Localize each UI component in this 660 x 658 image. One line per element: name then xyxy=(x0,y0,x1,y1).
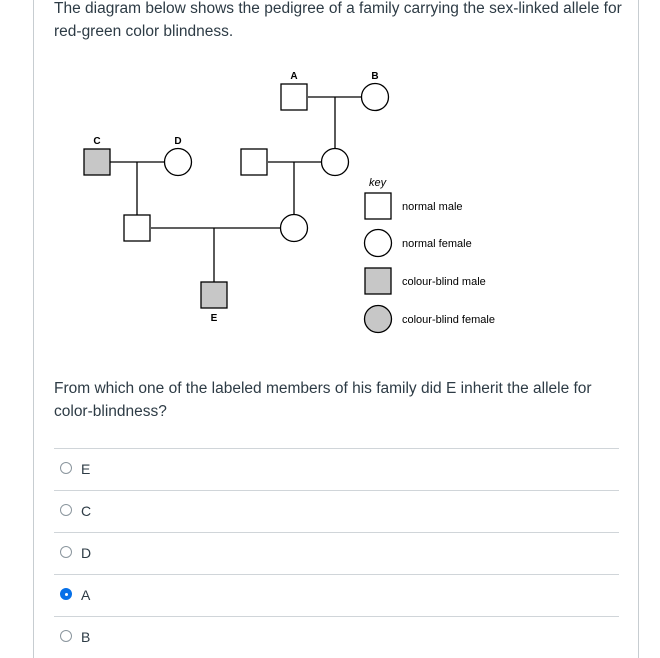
key-normal-female-label: normal female xyxy=(402,238,472,250)
radio-button[interactable] xyxy=(60,462,72,474)
label-c: C xyxy=(93,136,101,147)
individual-c-square xyxy=(84,149,110,175)
key-title: key xyxy=(369,177,387,189)
radio-button[interactable] xyxy=(60,588,72,600)
daughter-circle xyxy=(281,215,308,242)
unlabeled-female-circle xyxy=(322,149,349,176)
answer-option[interactable] xyxy=(54,532,619,574)
individual-d-circle xyxy=(165,149,192,176)
question-prompt: From which one of the labeled members of his family did E inherit the allele for color-blindness? xyxy=(54,380,592,420)
key-colour-blind-male-label: colour-blind male xyxy=(402,276,486,288)
individual-a-square xyxy=(281,84,307,110)
answer-label: B xyxy=(81,629,91,645)
question-card xyxy=(33,0,639,658)
label-e: E xyxy=(210,313,218,324)
answer-option[interactable] xyxy=(54,448,619,490)
question-intro: The diagram below shows the pedigree of a family carrying the sex-linked allele for red-green color blindness. xyxy=(54,0,622,40)
radio-button[interactable] xyxy=(60,504,72,516)
key-colour-blind-male-square xyxy=(365,268,391,294)
key-colour-blind-female-label: colour-blind female xyxy=(402,314,495,326)
key-normal-male-label: normal male xyxy=(402,201,463,213)
pedigree-diagram xyxy=(34,0,638,358)
label-b: B xyxy=(371,71,379,82)
answer-option[interactable] xyxy=(54,574,619,616)
answer-label: E xyxy=(81,461,91,477)
radio-button[interactable] xyxy=(60,630,72,642)
key-normal-male-square xyxy=(365,193,391,219)
radio-button[interactable] xyxy=(60,546,72,558)
answer-option[interactable] xyxy=(54,490,619,532)
unlabeled-male-square xyxy=(241,149,267,175)
key-normal-female-circle xyxy=(365,230,392,257)
answer-label: D xyxy=(81,545,92,561)
answer-list xyxy=(54,448,619,658)
key-colour-blind-female-circle xyxy=(365,306,392,333)
answer-label: C xyxy=(81,503,92,519)
individual-e-square xyxy=(201,282,227,308)
son-square xyxy=(124,215,150,241)
answer-option[interactable] xyxy=(54,616,619,658)
answer-label: A xyxy=(81,587,91,603)
label-a: A xyxy=(290,71,298,82)
label-d: D xyxy=(174,136,182,147)
individual-b-circle xyxy=(362,84,389,111)
